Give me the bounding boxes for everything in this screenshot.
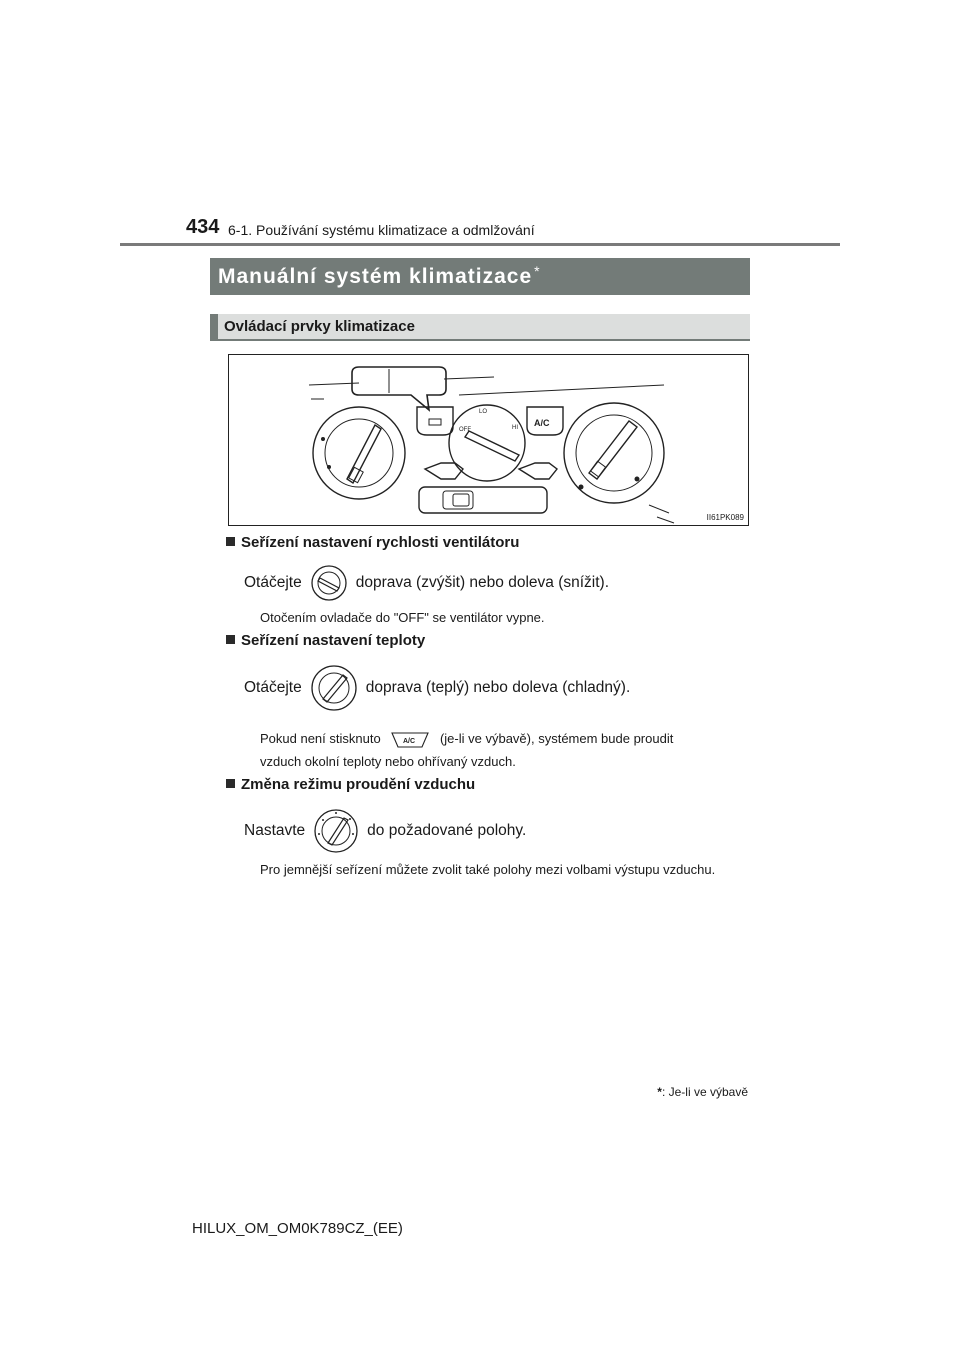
ac-button-label: A/C — [534, 418, 550, 428]
ac-icon-label: A/C — [403, 737, 416, 745]
climate-panel-illustration — [229, 355, 748, 525]
fan-heading — [226, 534, 519, 551]
fan-off-label: OFF — [459, 427, 471, 433]
airflow-instruction-end: do požadované polohy. — [367, 822, 527, 839]
page-number: 434 — [186, 216, 220, 238]
fan-instruction-start: Otáčejte — [244, 574, 302, 591]
temperature-heading-text: Seřízení nastavení teploty — [241, 632, 426, 649]
bullet-square-icon — [226, 779, 235, 788]
fan-hi-label: HI — [512, 425, 518, 431]
subsection-bar — [210, 314, 750, 341]
bullet-square-icon — [226, 635, 235, 644]
footnote — [657, 1085, 748, 1099]
temperature-heading — [226, 632, 425, 649]
section-title: Manuální systém klimatizace — [218, 264, 533, 288]
airflow-note: Pro jemnější seřízení můžete zvolit také polohy mezi volbami výstupu vzduchu. — [260, 862, 716, 877]
fan-instruction — [244, 564, 609, 602]
airflow-instruction — [244, 808, 526, 854]
airflow-instruction-start: Nastavte — [244, 822, 306, 839]
fan-instruction-end: doprava (zvýšit) nebo doleva (snížit). — [355, 574, 610, 591]
temperature-knob-icon — [310, 664, 358, 712]
subsection-title: Ovládací prvky klimatizace — [224, 318, 415, 335]
fan-heading-text: Seřízení nastavení rychlosti ventilátoru — [241, 534, 520, 551]
temperature-instruction-end: doprava (teplý) nebo doleva (chladný). — [365, 679, 631, 696]
fan-note: Otočením ovladače do "OFF" se ventilátor vypne. — [260, 610, 545, 625]
temperature-instruction — [244, 664, 630, 712]
fan-lo-label: LO — [479, 409, 488, 415]
ac-button-icon — [390, 731, 430, 749]
bullet-square-icon — [226, 537, 235, 546]
airflow-knob-icon — [313, 808, 359, 854]
footnote-text: : Je-li ve výbavě — [661, 1085, 748, 1099]
temperature-note-line2: vzduch okolní teploty nebo ohřívaný vzduch. — [260, 754, 516, 769]
section-title-bar — [210, 258, 750, 295]
optional-mark: * — [534, 262, 541, 279]
temperature-note-end: (je-li ve výbavě), systémem bude proudit — [439, 731, 674, 746]
airflow-heading-text: Změna režimu proudění vzduchu — [241, 776, 476, 793]
footnote-mark: * — [657, 1085, 662, 1099]
temperature-note-start: Pokud není stisknuto — [260, 731, 381, 746]
temperature-instruction-start: Otáčejte — [244, 679, 302, 696]
airflow-heading — [226, 776, 475, 793]
climate-control-figure — [228, 354, 749, 526]
temperature-note — [260, 727, 746, 773]
chapter-title: 6-1. Používání systému klimatizace a odmlžování — [228, 222, 535, 238]
header-rule — [120, 243, 840, 246]
figure-code: II61PK089 — [706, 513, 744, 522]
document-code: HILUX_OM_OM0K789CZ_(EE) — [192, 1220, 403, 1237]
fan-knob-icon — [310, 564, 348, 602]
